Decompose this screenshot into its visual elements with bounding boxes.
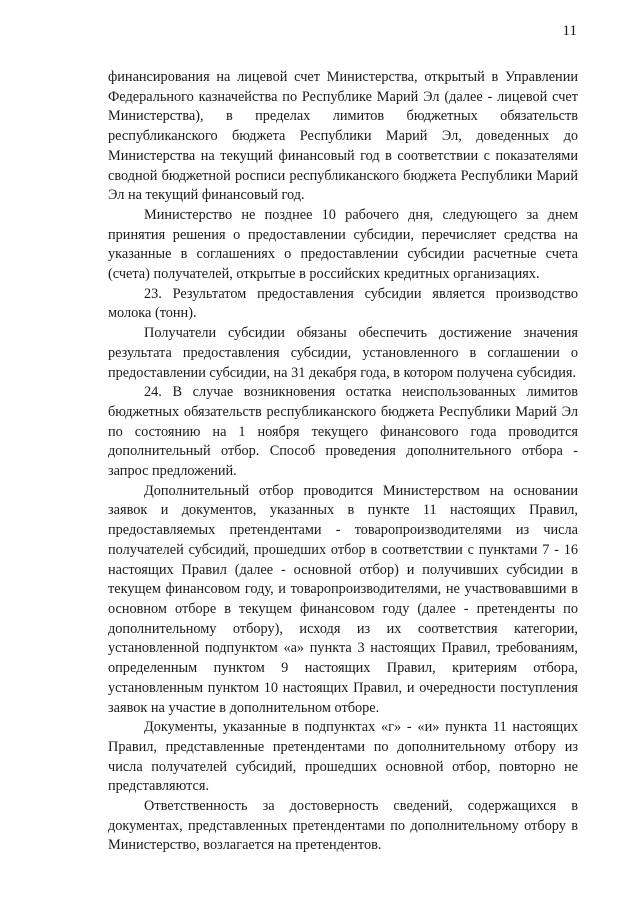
page-number: 11 xyxy=(562,23,577,39)
paragraph: Получатели субсидии обязаны обеспечить достижение значения результата предоставления субсидии, установленного в соглашении о предоставлении субсидии, на 31 декабря года, в котором получена субсидия. xyxy=(108,325,578,381)
paragraph-item-24: 24. В случае возникновения остатка неиспользованных лимитов бюджетных обязательств республиканского бюджета Республики Марий Эл по состоянию на 1 ноября текущего финансового года проводится дополнительный отбор. Способ проведения дополнительного отбора - запрос предложений. xyxy=(108,384,578,480)
paragraph-item-23: 23. Результатом предоставления субсидии является производство молока (тонн). xyxy=(108,285,578,322)
paragraph: Документы, указанные в подпунктах «г» - «и» пункта 11 настоящих Правил, представленные претендентами по дополнительному отбору из числа получателей субсидий, прошедших основной отбор, повторно не представляются. xyxy=(108,719,578,795)
paragraph-continuation: финансирования на лицевой счет Министерства, открытый в Управлении Федерального казначейства по Республике Марий Эл (далее - лицевой счет Министерства), в пределах лимитов бюджетных обязательств республиканского бюджета Республики Марий Эл, доведенных до Министерства на текущий финансовый год в соответствии с показателями сводной бюджетной росписи республиканского бюджета Республики Марий Эл на текущий финансовый год. xyxy=(108,69,578,204)
paragraph: Дополнительный отбор проводится Министерством на основании заявок и документов, указанных в пункте 11 настоящих Правил, предоставляемых претендентами - товаропроизводителями из числа получателей субсидий, прошедших отбор в соответствии с пунктами 7 - 16 настоящих Правил (далее - основной отбор) и получивших субсидии в текущем финансовом году, и товаропроизводителями, не участвовавшими в основном отборе в текущем финансовом году (далее - претенденты по дополнительному отбору), исходя из их соответствия категории, установленной подпунктом «а» пункта 3 настоящих Правил, требованиям, определенным пунктом 9 настоящих Правил, критериям отбора, установленным пунктом 10 настоящих Правил, и очередности поступления заявок на участие в дополнительном отборе. xyxy=(108,482,578,716)
paragraph: Ответственность за достоверность сведений, содержащихся в документах, представленных претендентами по дополнительному отбору в Министерство, возлагается на претендентов. xyxy=(108,798,578,854)
paragraph: Министерство не позднее 10 рабочего дня, следующего за днем принятия решения о предоставлении субсидии, перечисляет средства на указанные в соглашениях о предоставлении субсидии расчетные счета (счета) получателей, открытые в российских кредитных организациях. xyxy=(108,206,578,283)
document-body xyxy=(108,68,578,856)
